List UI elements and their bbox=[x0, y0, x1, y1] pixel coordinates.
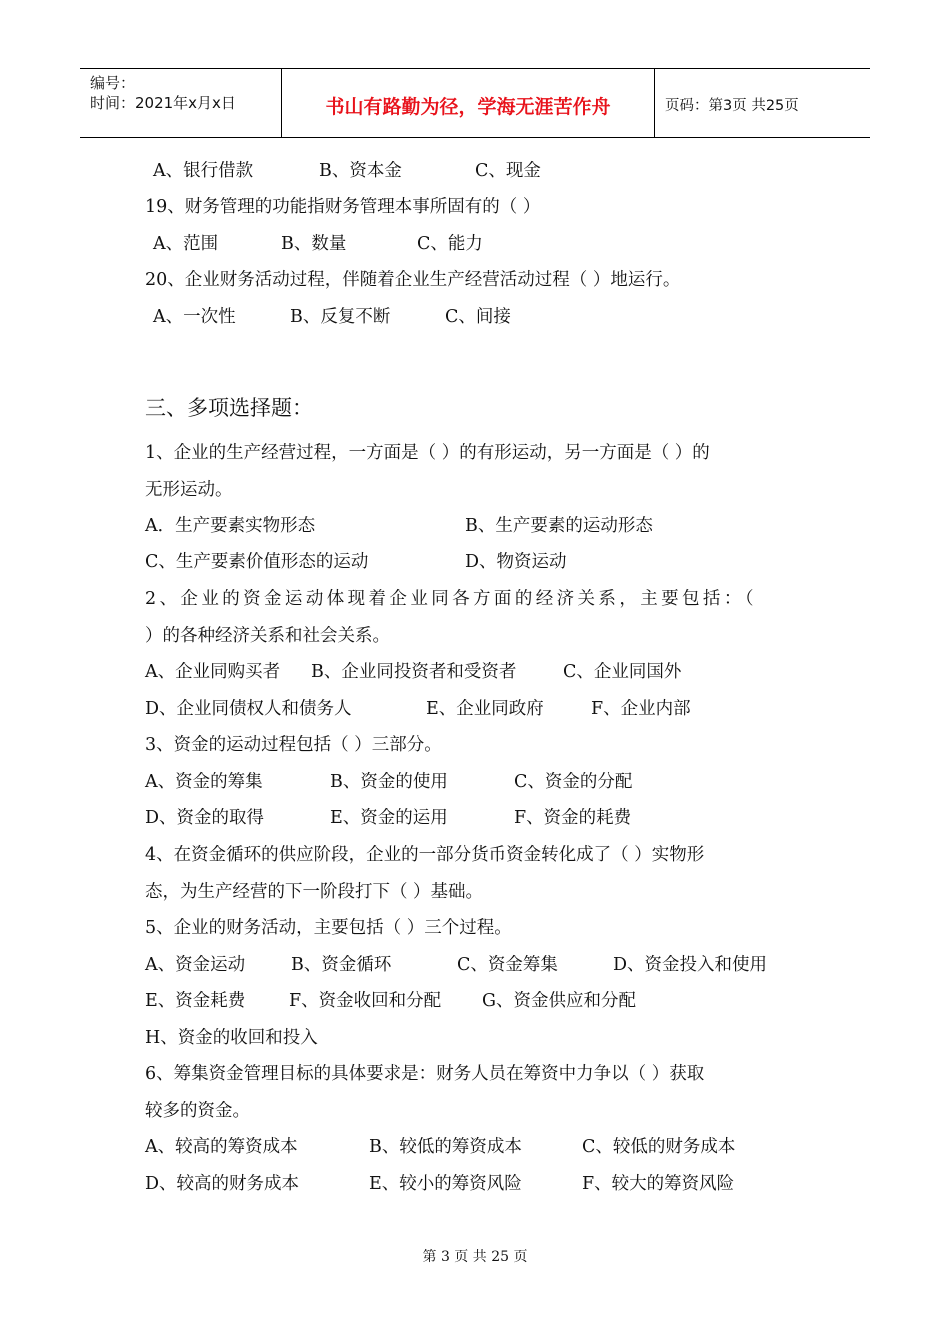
option: C、能力 bbox=[417, 234, 483, 254]
option: H、资金的收回和投入 bbox=[145, 1028, 318, 1048]
option: C、较低的财务成本 bbox=[582, 1137, 736, 1157]
page-footer: 第 3 页 共 25 页 bbox=[422, 1249, 528, 1265]
option: D、资金投入和使用 bbox=[613, 955, 768, 975]
option: D、企业同债权人和债务人 bbox=[145, 699, 352, 719]
page-header bbox=[80, 68, 870, 138]
question-m2-line2: ）的各种经济关系和社会关系。 bbox=[145, 626, 390, 646]
option: F、资金收回和分配 bbox=[289, 991, 442, 1011]
option: F、较大的筹资风险 bbox=[582, 1174, 735, 1194]
option: B、较低的筹资成本 bbox=[369, 1137, 522, 1157]
option: E、较小的筹资风险 bbox=[369, 1174, 522, 1194]
option: A、资金的筹集 bbox=[145, 772, 263, 792]
question-20: 20、企业财务活动过程，伴随着企业生产经营活动过程（ ）地运行。 bbox=[145, 270, 681, 290]
option: C、现金 bbox=[475, 161, 541, 181]
option: A、较高的筹资成本 bbox=[145, 1137, 298, 1157]
header-page-cell bbox=[655, 69, 870, 137]
question-m4-line2: 态，为生产经营的下一阶段打下（ ）基础。 bbox=[145, 882, 484, 902]
header-motto-cell bbox=[282, 69, 655, 137]
option: D、较高的财务成本 bbox=[145, 1174, 300, 1194]
option: G、资金供应和分配 bbox=[482, 991, 636, 1011]
question-m3-line1: 3、资金的运动过程包括（ ）三部分。 bbox=[145, 735, 442, 755]
option: B、数量 bbox=[281, 234, 347, 254]
option: C、间接 bbox=[445, 307, 511, 327]
section-title: 三、多项选择题： bbox=[145, 396, 313, 420]
option: B、资本金 bbox=[319, 161, 402, 181]
question-m6-line1: 6、筹集资金管理目标的具体要求是：财务人员在筹资中力争以（ ）获取 bbox=[145, 1064, 705, 1084]
option: C、资金的分配 bbox=[514, 772, 633, 792]
option: B、反复不断 bbox=[290, 307, 391, 327]
option: B、生产要素的运动形态 bbox=[465, 516, 653, 536]
option: C、资金筹集 bbox=[457, 955, 558, 975]
question-m6-line2: 较多的资金。 bbox=[145, 1101, 250, 1121]
option: C、生产要素价值形态的运动 bbox=[145, 552, 369, 572]
option: C、企业同国外 bbox=[563, 662, 682, 682]
option: B、资金的使用 bbox=[330, 772, 448, 792]
option: D、资金的取得 bbox=[145, 808, 265, 828]
option: A、资金运动 bbox=[145, 955, 246, 975]
option: E、资金耗费 bbox=[145, 991, 246, 1011]
option: B、资金循环 bbox=[291, 955, 392, 975]
question-19: 19、财务管理的功能指财务管理本事所固有的（ ） bbox=[145, 197, 541, 217]
question-m4-line1: 4、在资金循环的供应阶段，企业的一部分货币资金转化成了（ ）实物形 bbox=[145, 845, 705, 865]
option: B、企业同投资者和受资者 bbox=[311, 662, 517, 682]
option: A、企业同购买者 bbox=[145, 662, 281, 682]
question-m2-line1: 2、企业的资金运动体现着企业同各方面的经济关系，主要包括：（ bbox=[145, 589, 757, 609]
header-page-info: 页码：第3页 共25页 bbox=[665, 98, 799, 114]
document-date: 时间：2021年x月x日 bbox=[90, 94, 236, 112]
option: A、一次性 bbox=[153, 307, 236, 327]
question-m5-line1: 5、企业的财务活动，主要包括（ ）三个过程。 bbox=[145, 918, 512, 938]
question-m1-line2: 无形运动。 bbox=[145, 480, 233, 500]
question-m1-line1: 1、企业的生产经营过程，一方面是（ ）的有形运动，另一方面是（ ）的 bbox=[145, 443, 710, 463]
option: E、资金的运用 bbox=[330, 808, 448, 828]
option: F、企业内部 bbox=[591, 699, 691, 719]
option: E、企业同政府 bbox=[426, 699, 544, 719]
option: D、物资运动 bbox=[465, 552, 567, 572]
option: A、范围 bbox=[153, 234, 219, 254]
option: A、银行借款 bbox=[153, 161, 254, 181]
document-number-label: 编号： bbox=[90, 74, 136, 92]
header-meta bbox=[80, 69, 282, 137]
header-motto: 书山有路勤为径，学海无涯苦作舟 bbox=[325, 96, 611, 118]
option: F、资金的耗费 bbox=[514, 808, 632, 828]
option: A．生产要素实物形态 bbox=[145, 516, 316, 536]
